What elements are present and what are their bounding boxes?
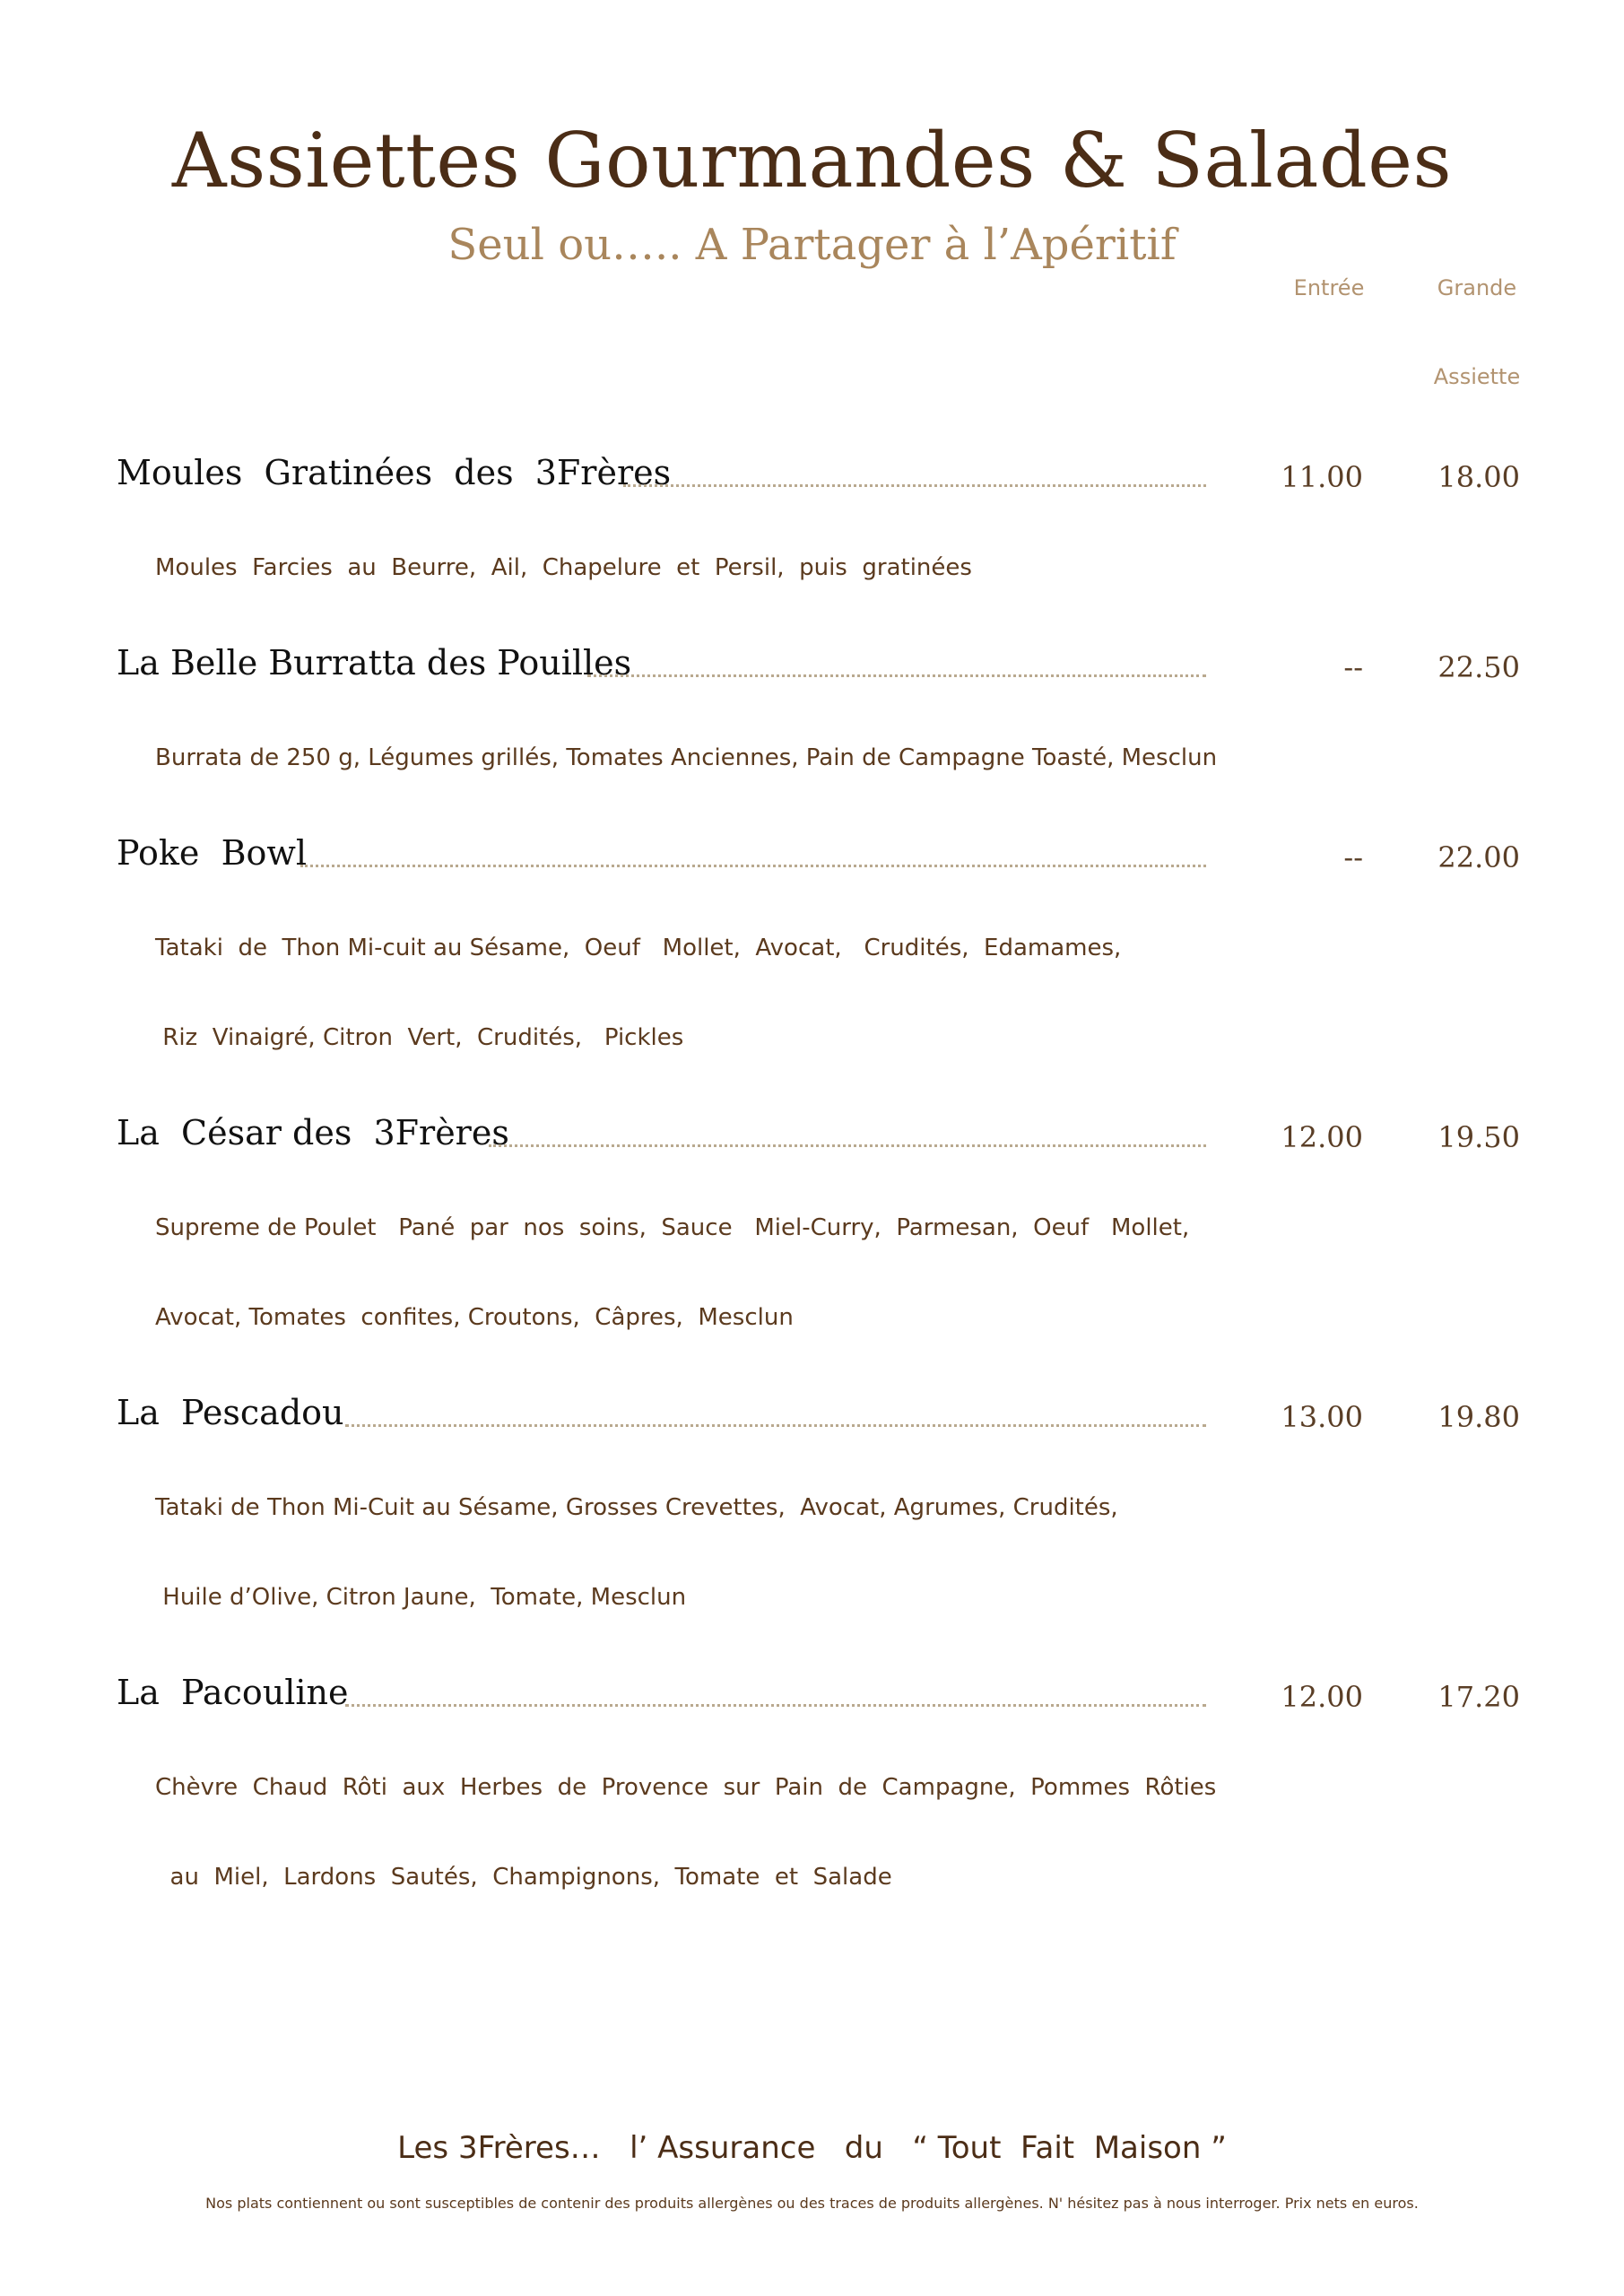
column-header-entree: Entrée bbox=[1293, 275, 1365, 300]
column-header-assiette: Assiette bbox=[1433, 364, 1521, 389]
page-subtitle: Seul ou….. A Partager à l’Apéritif bbox=[447, 220, 1177, 270]
price-grande: 22.50 bbox=[1437, 650, 1520, 684]
menu-item-description: Avocat, Tomates confites, Croutons, Câpres, Mesclun bbox=[155, 1304, 794, 1331]
dotted-leader bbox=[587, 674, 1206, 677]
menu-item-name: Poke Bowl bbox=[117, 833, 308, 873]
price-entree: 11.00 bbox=[1281, 460, 1363, 494]
menu-item-name: La Pescadou bbox=[117, 1393, 344, 1432]
menu-item-description: Supreme de Poulet Pané par nos soins, Sauce Miel-Curry, Parmesan, Oeuf Mollet, bbox=[155, 1214, 1190, 1241]
price-grande: 19.80 bbox=[1437, 1400, 1520, 1434]
menu-item-name: La César des 3Frères bbox=[117, 1113, 509, 1152]
page-title: Assiettes Gourmandes & Salades bbox=[171, 117, 1453, 204]
dotted-leader bbox=[345, 1704, 1206, 1707]
price-entree: 12.00 bbox=[1281, 1680, 1363, 1714]
allergen-note: Nos plats contiennent ou sont susceptibles de contenir des produits allergènes ou des traces de produits allergènes. N' hésitez pas à nous interroger. Prix nets en euros. bbox=[205, 2195, 1419, 2212]
footer-tagline: Les 3Frères… l’ Assurance du “ Tout Fait Maison ” bbox=[397, 2130, 1227, 2166]
dotted-leader bbox=[300, 865, 1206, 867]
menu-item-name: Moules Gratinées des 3Frères bbox=[117, 453, 672, 492]
price-entree: -- bbox=[1343, 650, 1363, 684]
menu-item-name: La Belle Burratta des Pouilles bbox=[117, 643, 632, 683]
price-grande: 22.00 bbox=[1437, 840, 1520, 874]
menu-item-description: au Miel, Lardons Sautés, Champignons, Tomate et Salade bbox=[155, 1864, 892, 1891]
menu-item-name: La Pacouline bbox=[117, 1673, 349, 1712]
price-grande: 17.20 bbox=[1437, 1680, 1520, 1714]
menu-item-description: Riz Vinaigré, Citron Vert, Crudités, Pickles bbox=[155, 1024, 684, 1051]
menu-item-description: Tataki de Thon Mi-cuit au Sésame, Oeuf Mollet, Avocat, Crudités, Edamames, bbox=[155, 935, 1122, 961]
price-entree: 12.00 bbox=[1281, 1120, 1363, 1154]
price-grande: 18.00 bbox=[1437, 460, 1520, 494]
price-grande: 19.50 bbox=[1437, 1120, 1520, 1154]
column-header-grande: Grande bbox=[1437, 275, 1517, 300]
menu-item-description: Huile d’Olive, Citron Jaune, Tomate, Mesclun bbox=[155, 1584, 687, 1611]
menu-item-description: Chèvre Chaud Rôti aux Herbes de Provence sur Pain de Campagne, Pommes Rôties bbox=[155, 1774, 1217, 1801]
price-entree: 13.00 bbox=[1281, 1400, 1363, 1434]
dotted-leader bbox=[623, 484, 1206, 487]
menu-item-description: Burrata de 250 g, Légumes grillés, Tomates Anciennes, Pain de Campagne Toasté, Mesclun bbox=[155, 744, 1218, 771]
price-entree: -- bbox=[1343, 840, 1363, 874]
menu-item-description: Moules Farcies au Beurre, Ail, Chapelure et Persil, puis gratinées bbox=[155, 554, 972, 581]
menu-item-description: Tataki de Thon Mi-Cuit au Sésame, Grosses Crevettes, Avocat, Agrumes, Crudités, bbox=[155, 1494, 1118, 1521]
dotted-leader bbox=[489, 1144, 1206, 1147]
dotted-leader bbox=[345, 1424, 1206, 1427]
